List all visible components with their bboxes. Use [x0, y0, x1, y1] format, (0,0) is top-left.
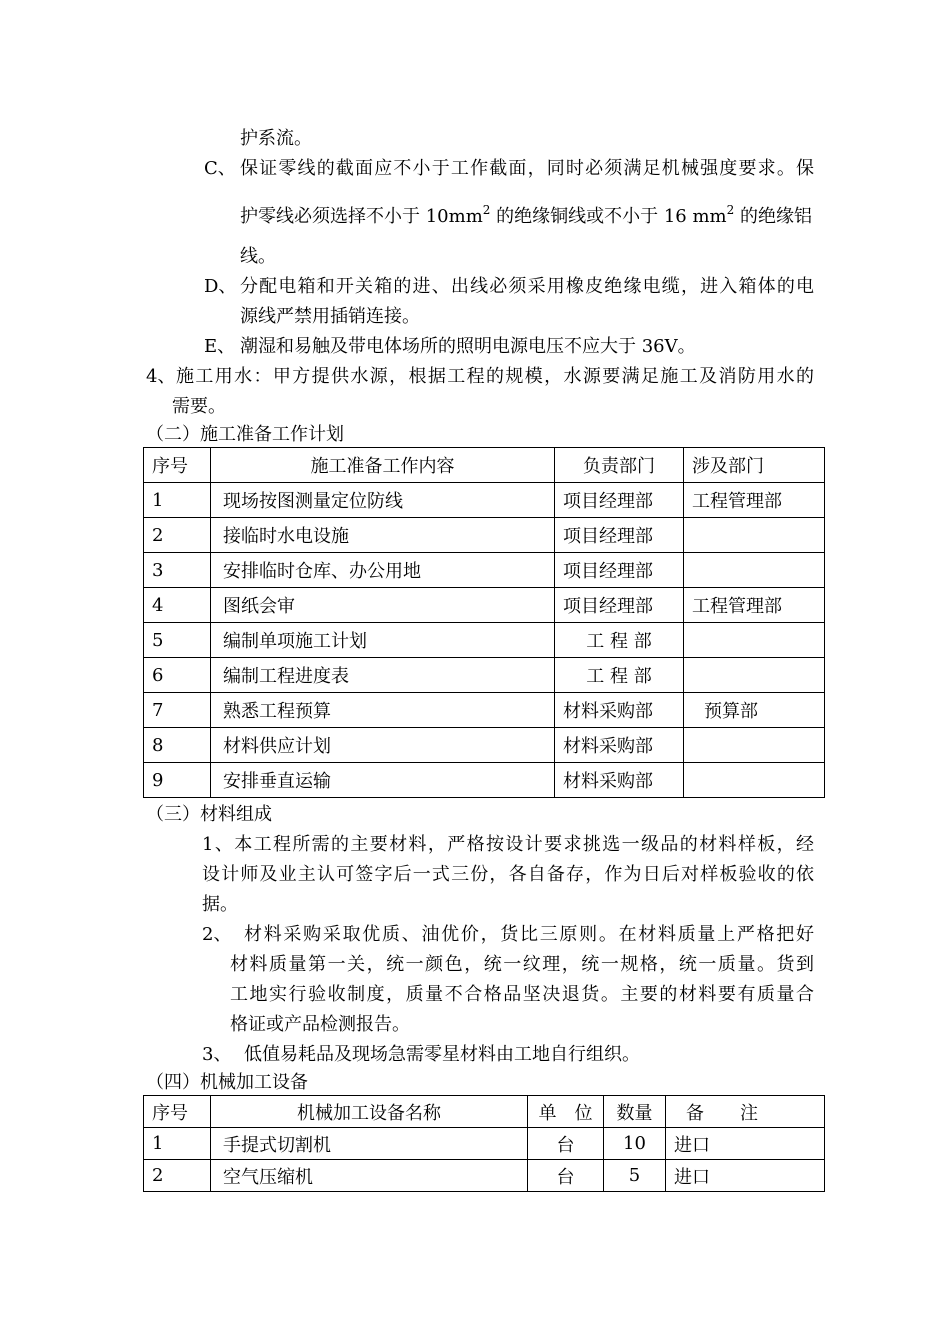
- table-row: [144, 553, 825, 588]
- cell-involved: 工程管理部: [684, 483, 825, 518]
- cell-unit: 台: [528, 1160, 604, 1192]
- cell-seq: 9: [144, 763, 211, 798]
- header-equipment-name: 机械加工设备名称: [211, 1096, 528, 1128]
- table-header-row: [144, 448, 825, 483]
- item-4-line2: 需要。: [172, 396, 226, 417]
- cell-responsible: 工 程 部: [555, 658, 684, 693]
- cell-content: 熟悉工程预算: [211, 693, 555, 728]
- cell-seq: 4: [144, 588, 211, 623]
- cell-equipment-name: 空气压缩机: [211, 1160, 528, 1192]
- item-c-line2: [240, 203, 812, 228]
- table-row: [144, 518, 825, 553]
- cell-content: 接临时水电设施: [211, 518, 555, 553]
- table-row: [144, 483, 825, 518]
- cell-involved: [684, 553, 825, 588]
- section3-p1-line1: 1、本工程所需的主要材料，严格按设计要求挑选一级品的材料样板，经: [202, 834, 814, 855]
- section4-title: （四）机械加工设备: [146, 1072, 308, 1093]
- section3-title: （三）材料组成: [146, 804, 272, 825]
- item-c-label: C、: [204, 158, 236, 179]
- prep-plan-table: [143, 447, 825, 798]
- cell-seq: 7: [144, 693, 211, 728]
- item-4-label: 4、: [146, 366, 176, 387]
- cell-seq: 3: [144, 553, 211, 588]
- superscript-2: 2: [726, 203, 735, 217]
- cell-responsible: 项目经理部: [555, 588, 684, 623]
- cell-content: 编制工程进度表: [211, 658, 555, 693]
- header-content: 施工准备工作内容: [211, 448, 555, 483]
- cell-content: 安排垂直运输: [211, 763, 555, 798]
- section2-title: （二）施工准备工作计划: [146, 424, 344, 445]
- cell-involved: 工程管理部: [684, 588, 825, 623]
- cell-involved: 预算部: [684, 693, 825, 728]
- section3-p3-line1: 低值易耗品及现场急需零星材料由工地自行组织。: [244, 1044, 640, 1065]
- cell-remarks: 进口: [666, 1160, 825, 1192]
- cell-quantity: 5: [604, 1160, 666, 1192]
- cell-unit: 台: [528, 1128, 604, 1160]
- cell-seq: 2: [144, 518, 211, 553]
- cell-involved: [684, 658, 825, 693]
- table-row: [144, 623, 825, 658]
- cell-content: 编制单项施工计划: [211, 623, 555, 658]
- item-d-line1: 分配电箱和开关箱的进、出线必须采用橡皮绝缘电缆，进入箱体的电: [240, 276, 814, 297]
- cell-responsible: 材料采购部: [555, 728, 684, 763]
- cell-remarks: 进口: [666, 1128, 825, 1160]
- item-c-line2-text-b: 的绝缘铜线或不小于 16 mm: [490, 206, 727, 227]
- cell-quantity: 10: [604, 1128, 666, 1160]
- machinery-table: [143, 1095, 825, 1192]
- table-row: [144, 1128, 825, 1160]
- cell-seq: 5: [144, 623, 211, 658]
- table-row: [144, 693, 825, 728]
- section3-p1-line3: 据。: [202, 894, 238, 915]
- header-remarks: 备 注: [666, 1096, 825, 1128]
- header-seq: 序号: [144, 1096, 211, 1128]
- section3-p1-line2: 设计师及业主认可签字后一式三份，各自备存，作为日后对样板验收的依: [202, 864, 814, 885]
- table-row: [144, 1160, 825, 1192]
- table-header-row: [144, 1096, 825, 1128]
- item-c-line3: 线。: [240, 246, 276, 267]
- table-row: [144, 588, 825, 623]
- section3-p2-line3: 工地实行验收制度，质量不合格品坚决退货。主要的材料要有质量合: [230, 984, 814, 1005]
- section3-p2-line4: 格证或产品检测报告。: [230, 1014, 410, 1035]
- cell-seq: 2: [144, 1160, 211, 1192]
- section3-p2-line1: 材料采购采取优质、油优价，货比三原则。在材料质量上严格把好: [244, 924, 814, 945]
- cell-responsible: 材料采购部: [555, 763, 684, 798]
- header-unit: 单 位: [528, 1096, 604, 1128]
- header-seq: 序号: [144, 448, 211, 483]
- superscript-2: 2: [482, 203, 491, 217]
- item-c-line2-text-a: 护零线必须选择不小于 10mm: [240, 206, 483, 227]
- section3-p3-label: 3、: [202, 1044, 232, 1065]
- item-c-line2-text-c: 的绝缘铝: [734, 206, 812, 227]
- cell-content: 图纸会审: [211, 588, 555, 623]
- item-d-label: D、: [204, 276, 237, 297]
- section3-p2-line2: 材料质量第一关，统一颜色，统一纹理，统一规格，统一质量。货到: [230, 954, 814, 975]
- cell-responsible: 项目经理部: [555, 518, 684, 553]
- header-responsible: 负责部门: [555, 448, 684, 483]
- section3-p2-label: 2、: [202, 924, 232, 945]
- cell-responsible: 材料采购部: [555, 693, 684, 728]
- cell-involved: [684, 623, 825, 658]
- cell-responsible: 项目经理部: [555, 553, 684, 588]
- item-e-label: E、: [204, 336, 236, 357]
- cell-seq: 8: [144, 728, 211, 763]
- item-b-continuation: 护系流。: [240, 128, 312, 149]
- cell-equipment-name: 手提式切割机: [211, 1128, 528, 1160]
- cell-seq: 1: [144, 483, 211, 518]
- item-d-line2: 源线严禁用插销连接。: [240, 306, 420, 327]
- cell-responsible: 项目经理部: [555, 483, 684, 518]
- cell-involved: [684, 728, 825, 763]
- table-row: [144, 763, 825, 798]
- table-row: [144, 728, 825, 763]
- cell-involved: [684, 518, 825, 553]
- cell-responsible: 工 程 部: [555, 623, 684, 658]
- cell-seq: 1: [144, 1128, 211, 1160]
- cell-content: 安排临时仓库、办公用地: [211, 553, 555, 588]
- item-c-line1: 保证零线的截面应不小于工作截面，同时必须满足机械强度要求。保: [240, 158, 814, 179]
- cell-content: 现场按图测量定位防线: [211, 483, 555, 518]
- header-involved: 涉及部门: [684, 448, 825, 483]
- cell-content: 材料供应计划: [211, 728, 555, 763]
- item-4-line1: 施工用水：甲方提供水源，根据工程的规模，水源要满足施工及消防用水的: [176, 366, 814, 387]
- cell-seq: 6: [144, 658, 211, 693]
- item-e-line1: 潮湿和易触及带电体场所的照明电源电压不应大于 36V。: [240, 336, 696, 357]
- cell-involved: [684, 763, 825, 798]
- table-row: [144, 658, 825, 693]
- header-quantity: 数量: [604, 1096, 666, 1128]
